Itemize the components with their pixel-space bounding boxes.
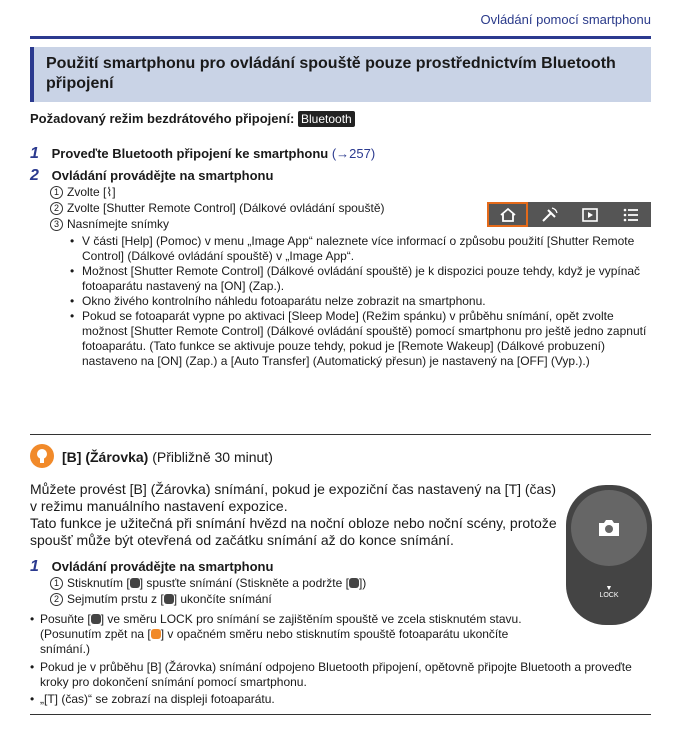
bulb-title-rest: (Přibližně 30 minut) xyxy=(152,449,273,465)
footer-divider xyxy=(30,714,651,715)
shutter-button-icon xyxy=(164,594,174,604)
bulb-substep-1 xyxy=(50,576,366,591)
step-number: 1 xyxy=(30,558,39,575)
note-item: • Pokud se fotoaparát vypne po aktivaci [Sleep Mode] (Režim spánku) v průběhu snímání, opět zvolte možnost [Shutter Remote Control] (Dálkové ovládání spouště) pomocí smartphonu pro ještě jedno zapnutí fotoaparátu. (Tato funkce se aktivuje pouze tehdy, pokud je [Remote Wakeup] (Dálkové probuzení) nastaveno na [ON] (Zap.) a [Auto Transfer] (Automatický přesun) je nastavený na [OFF] (Vyp.).) xyxy=(70,309,655,369)
bottom-note-2 xyxy=(30,660,660,690)
substep-number: 1 xyxy=(50,186,63,199)
camera-icon[interactable] xyxy=(571,490,647,566)
note-item: • Okno živého kontrolního náhledu fotoaparátu nelze zobrazit na smartphonu. xyxy=(70,294,655,309)
bulb-step-1 xyxy=(30,558,273,576)
substep-3 xyxy=(50,217,169,232)
note-item: • Možnost [Shutter Remote Control] (Dálkové ovládání spouště) je k dispozici pouze tehdy, když je vypínač fotoaparátu nastavený na [ON] (Zap.). xyxy=(70,264,655,294)
step-1 xyxy=(30,145,375,163)
section-header: Ovládání pomocí smartphonu xyxy=(480,12,651,27)
substep-text: ]) xyxy=(358,576,367,590)
requirement-label: Požadovaný režim bezdrátového připojení: xyxy=(30,111,295,126)
bulb-paragraph: Můžete provést [B] (Žárovka) snímání, pokud je expoziční čas nastavený na [T] (čas) v režimu manuálního nastavení expozice. xyxy=(30,481,557,514)
bulb-paragraph: Tato funkce je užitečná při snímání hvězd na noční obloze nebo noční scény, protože spoušť může být otevřená od začátku snímání až do konce snímání. xyxy=(30,515,557,548)
note-text: Posuňte [ xyxy=(40,612,91,626)
substep-text: Zvolte [Shutter Remote Control] (Dálkové ovládání spouště) xyxy=(67,201,385,215)
shutter-button-icon xyxy=(91,614,101,624)
requirement-line xyxy=(30,111,355,127)
substep-number: 2 xyxy=(50,202,63,215)
section-divider xyxy=(30,434,651,435)
shutter-button-icon xyxy=(130,578,140,588)
substep-text: ] spusťte snímání (Stiskněte a podržte [ xyxy=(139,576,349,590)
substep-text: Zvolte [ xyxy=(67,185,107,199)
note-item: • Pokud je v průběhu [B] (Žárovka) snímání odpojeno Bluetooth připojení, opětovně připojte Bluetooth a proveďte kroky pro dokončení snímání pomocí smartphonu. xyxy=(30,660,660,690)
bulb-title-bold: [B] (Žárovka) xyxy=(62,449,149,465)
play-icon[interactable] xyxy=(569,202,610,227)
arrow-down-icon: ▼ xyxy=(605,585,613,592)
substep-text: Sejmutím prstu z [ xyxy=(67,592,164,606)
page-link[interactable]: (→257) xyxy=(331,146,376,161)
substep-1 xyxy=(50,185,116,200)
note-item xyxy=(30,612,560,657)
lock-label: LOCK xyxy=(599,592,619,599)
shutter-button-icon xyxy=(349,578,359,588)
substep-number: 2 xyxy=(50,593,63,606)
header-rule xyxy=(30,36,651,39)
step-text: Ovládání provádějte na smartphonu xyxy=(51,559,274,574)
substep-tail: ] xyxy=(112,185,116,199)
app-toolbar xyxy=(487,202,651,227)
bulb-heading xyxy=(62,449,273,465)
substep-text: ] ukončíte snímání xyxy=(173,592,272,606)
page-title: Použití smartphonu pro ovládání spouště pouze prostřednictvím Bluetooth připojení xyxy=(30,47,651,102)
lock-button-icon xyxy=(151,629,161,639)
notes-list xyxy=(70,234,655,369)
step-number: 1 xyxy=(30,145,39,162)
step-2 xyxy=(30,167,273,185)
remote-icon[interactable] xyxy=(528,202,569,227)
substep-number: 1 xyxy=(50,577,63,590)
lock-area[interactable] xyxy=(566,585,652,599)
bottom-note-1 xyxy=(30,612,560,657)
bluetooth-badge: Bluetooth xyxy=(298,111,355,127)
menu-icon[interactable] xyxy=(610,202,651,227)
substep-text: Stisknutím [ xyxy=(67,576,130,590)
home-icon[interactable] xyxy=(487,202,528,227)
note-text: ] ve směru LOCK pro snímání se zajištěním spouště ve zcela stisknutém stavu. (Posunutím zpět na [ xyxy=(40,612,522,641)
step-text: Proveďte Bluetooth připojení ke smartphonu xyxy=(51,146,329,161)
note-item: • V části [Help] (Pomoc) v menu „Image App“ naleznete více informací o způsobu použití [Shutter Remote Control] (Dálkové ovládání spouště) v „Image App“. xyxy=(70,234,655,264)
bulb-substep-2 xyxy=(50,592,272,607)
bulb-icon xyxy=(30,444,54,468)
substep-2 xyxy=(50,201,384,216)
remote-shutter-graphic xyxy=(566,485,652,625)
substep-text: Nasnímejte snímky xyxy=(67,217,170,231)
bottom-note-3 xyxy=(30,692,660,707)
remote-icon: ⌇ xyxy=(106,185,113,199)
substep-number: 3 xyxy=(50,218,63,231)
step-text: Ovládání provádějte na smartphonu xyxy=(51,168,274,183)
note-text: ] v opačném směru nebo stisknutím spouště fotoaparátu ukončíte snímání.) xyxy=(40,627,509,656)
note-item: • „[T] (čas)“ se zobrazí na displeji fotoaparátu. xyxy=(30,692,660,707)
step-number: 2 xyxy=(30,167,39,184)
